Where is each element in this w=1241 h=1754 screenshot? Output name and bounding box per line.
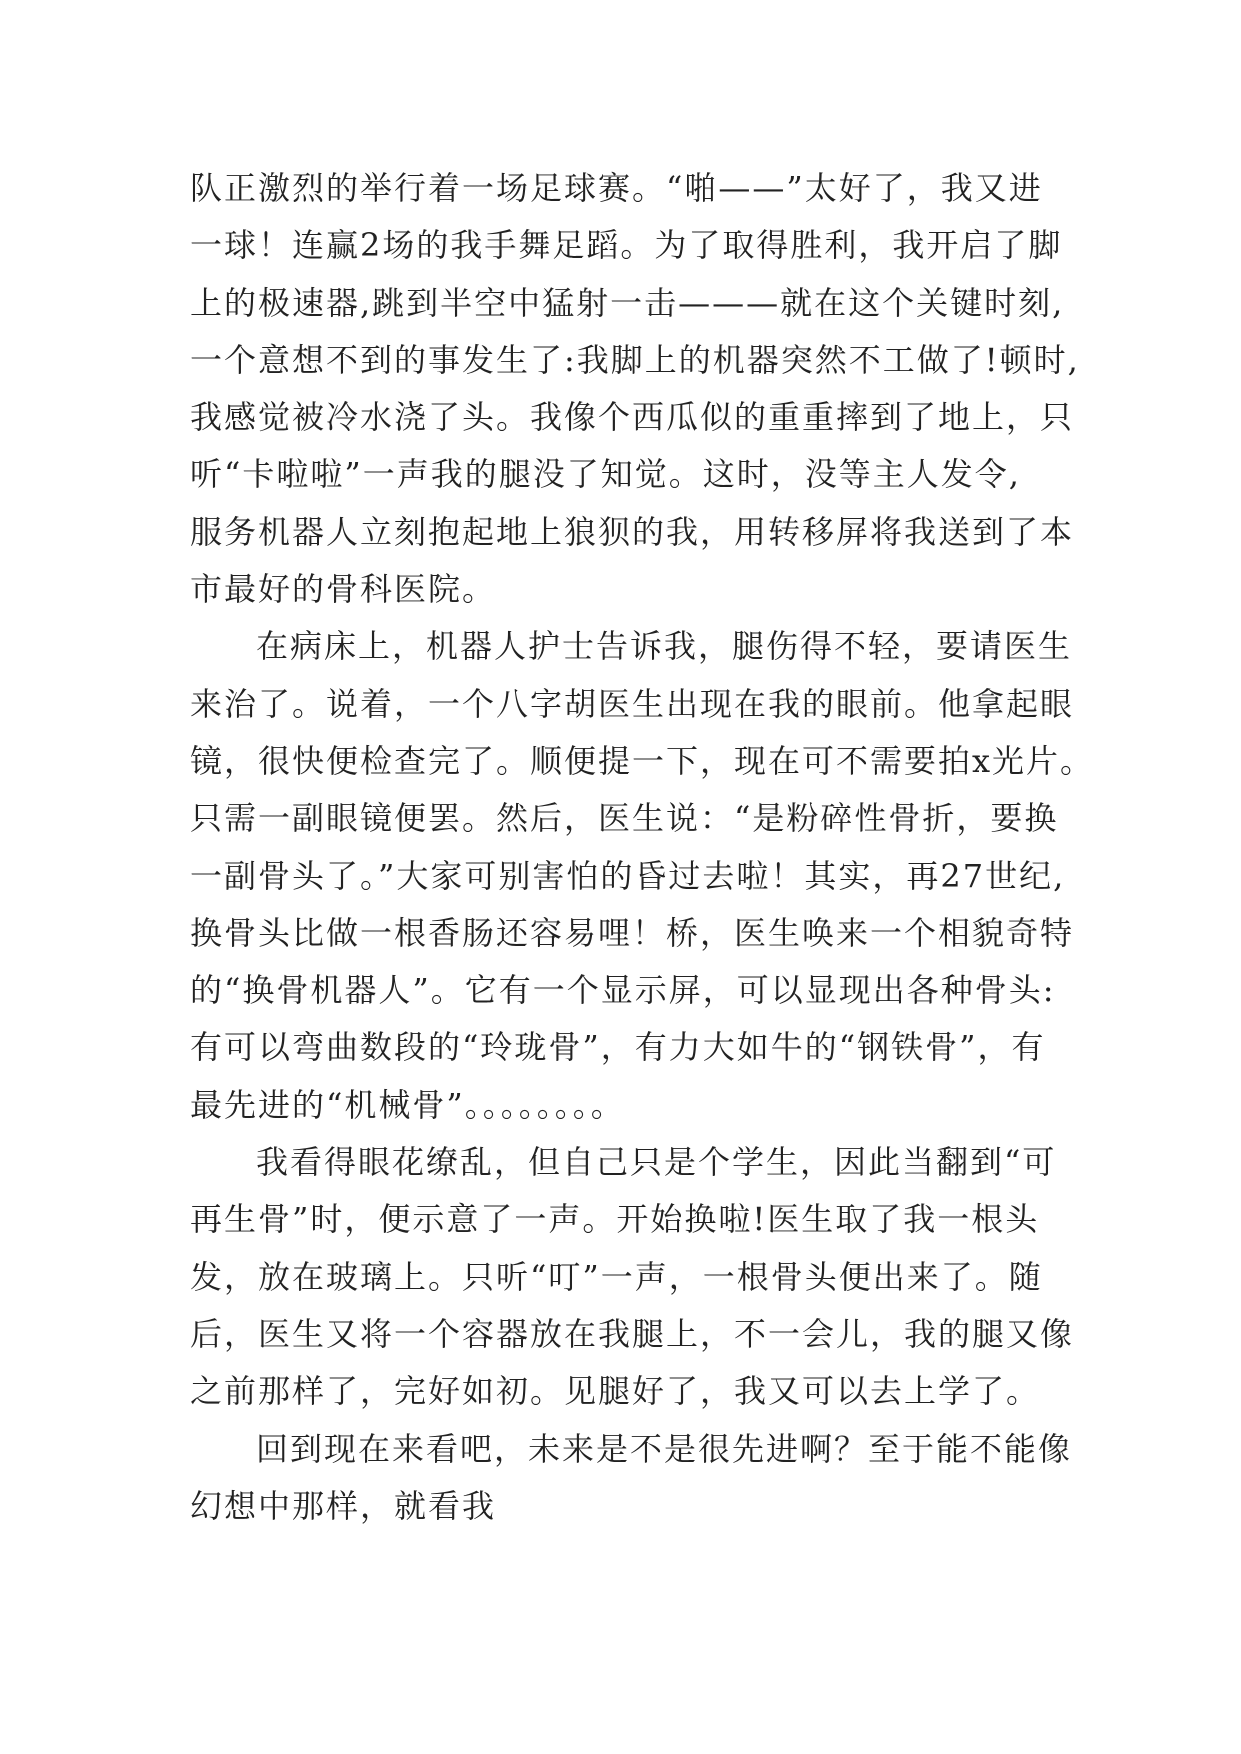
text-line: 一个意想不到的事发生了:我脚上的机器突然不工做了!顿时, — [190, 340, 1080, 379]
text-line: 幻想中那样，就看我 — [190, 1486, 497, 1525]
text-line: 我感觉被冷水浇了头。我像个西瓜似的重重摔到了地上，只 — [190, 398, 1075, 437]
text-line: 服务机器人立刻抱起地上狼狈的我，用转移屏将我送到了本 — [190, 512, 1075, 551]
text-line: 发，放在玻璃上。只听“叮”一声，一根骨头便出来了。随 — [190, 1257, 1043, 1296]
essay-body — [190, 160, 1095, 1535]
text-line: 之前那样了，完好如初。见腿好了，我又可以去上学了。 — [190, 1372, 1041, 1411]
text-line: 来治了。说着，一个八字胡医生出现在我的眼前。他拿起眼 — [190, 684, 1075, 723]
text-line: 有可以弯曲数段的“玲珑骨”，有力大如牛的“钢铁骨”，有 — [190, 1028, 1046, 1067]
text-line: 市最好的骨科医院。 — [190, 570, 497, 609]
text-line: 后，医生又将一个容器放在我腿上，不一会儿，我的腿又像 — [190, 1314, 1075, 1353]
text-line: 的“换骨机器人”。它有一个显示屏，可以显现出各种骨头: — [190, 971, 1056, 1010]
paragraph-start-line: 在病床上，机器人护士告诉我，腿伤得不轻，要请医生 — [256, 627, 1073, 666]
text-line: 听“卡啦啦”一声我的腿没了知觉。这时，没等主人发令, — [190, 455, 1021, 494]
text-line: 一副骨头了。”大家可别害怕的昏过去啦！其实，再27世纪, — [190, 856, 1066, 895]
paragraph-start-line: 我看得眼花缭乱，但自己只是个学生，因此当翻到“可 — [256, 1143, 1057, 1182]
text-line: 最先进的“机械骨”。。。。。。。。 — [190, 1085, 625, 1124]
text-line: 只需一副眼镜便罢。然后，医生说：“是粉碎性骨折，要换 — [190, 799, 1059, 838]
text-line: 队正激烈的举行着一场足球赛。“啪——”太好了，我又进 — [190, 169, 1043, 207]
text-line: 镜，很快便检查完了。顺便提一下，现在可不需要拍x光片。 — [190, 741, 1095, 780]
text-line: 换骨头比做一根香肠还容易哩！桥，医生唤来一个相貌奇特 — [190, 913, 1075, 952]
text-line: 再生骨”时，便示意了一声。开始换啦!医生取了我一根头 — [190, 1200, 1040, 1239]
paragraph-start-line: 回到现在来看吧，未来是不是很先进啊？至于能不能像 — [256, 1429, 1073, 1468]
text-line: 一球！连赢2场的我手舞足蹈。为了取得胜利，我开启了脚 — [190, 226, 1063, 265]
text-line: 上的极速器,跳到半空中猛射一击———就在这个关键时刻, — [190, 283, 1065, 322]
